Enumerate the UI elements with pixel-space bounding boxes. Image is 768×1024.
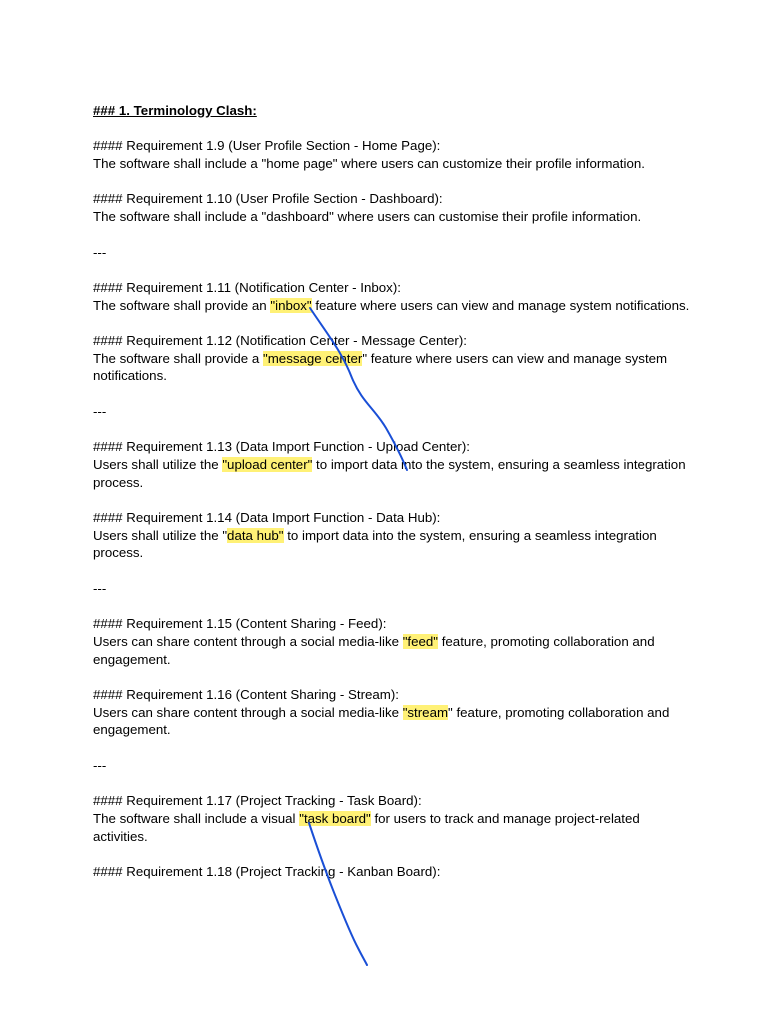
requirement-title: #### Requirement 1.17 (Project Tracking - Task Board): <box>93 793 422 809</box>
requirement-1-12 <box>93 332 693 385</box>
requirement-text <box>93 633 693 668</box>
requirement-title: #### Requirement 1.15 (Content Sharing - Feed): <box>93 616 387 632</box>
separator: --- <box>93 403 107 419</box>
text-segment: The software shall provide an <box>93 297 271 313</box>
requirement-title: #### Requirement 1.11 (Notification Center - Inbox): <box>93 279 401 295</box>
requirement-title: #### Requirement 1.14 (Data Import Function - Data Hub): <box>93 510 441 526</box>
requirement-text <box>93 297 693 315</box>
separator: --- <box>93 580 107 596</box>
text-segment: to import data into the system, ensuring a seamless integration process. <box>93 456 686 490</box>
requirement-1-15 <box>93 615 693 668</box>
requirement-title: #### Requirement 1.16 (Content Sharing - Stream): <box>93 687 399 703</box>
requirement-1-18 <box>93 863 693 881</box>
requirement-1-13 <box>93 438 693 491</box>
requirement-title: #### Requirement 1.9 (User Profile Section - Home Page): <box>93 138 441 154</box>
highlighted-term: "upload center" <box>222 456 313 472</box>
text-segment: Users shall utilize the <box>93 456 223 472</box>
text-segment: " feature where users can view and manage system notifications. <box>93 350 668 384</box>
requirement-1-14 <box>93 509 693 562</box>
requirement-title: #### Requirement 1.12 (Notification Center - Message Center): <box>93 333 467 349</box>
requirement-title: #### Requirement 1.18 (Project Tracking - Kanban Board): <box>93 864 441 880</box>
requirement-text <box>93 350 693 385</box>
highlighted-term: "feed" <box>402 633 439 649</box>
separator: --- <box>93 244 107 260</box>
requirement-1-9 <box>93 137 693 172</box>
requirement-1-16 <box>93 686 693 739</box>
document-body <box>93 102 693 898</box>
text-segment: to import data into the system, ensuring a seamless integration process. <box>93 527 657 561</box>
text-segment: Users can share content through a social media-like <box>93 633 403 649</box>
requirement-text: The software shall include a "home page" where users can customize their profile information. <box>93 156 645 172</box>
requirement-1-10 <box>93 190 693 225</box>
text-segment: Users shall utilize the " <box>93 527 228 543</box>
text-segment: " feature, promoting collaboration and engagement. <box>93 704 670 738</box>
highlighted-term: data hub" <box>227 527 284 543</box>
highlighted-term: "inbox" <box>270 297 312 313</box>
requirement-title: #### Requirement 1.10 (User Profile Section - Dashboard): <box>93 191 443 207</box>
requirement-text <box>93 527 693 562</box>
requirement-1-17 <box>93 792 693 845</box>
text-segment: for users to track and manage project-related activities. <box>93 810 640 844</box>
separator: --- <box>93 757 107 773</box>
text-segment: The software shall include a visual <box>93 810 300 826</box>
requirement-text <box>93 704 693 739</box>
highlighted-term: "stream <box>402 704 449 720</box>
text-segment: Users can share content through a social media-like <box>93 704 403 720</box>
requirement-title: #### Requirement 1.13 (Data Import Function - Upload Center): <box>93 439 470 455</box>
highlighted-term: "message center <box>263 350 363 366</box>
requirement-text: The software shall include a "dashboard" where users can customise their profile information. <box>93 209 642 225</box>
highlighted-term: "task board" <box>299 810 371 826</box>
requirement-text <box>93 456 693 491</box>
text-segment: feature where users can view and manage system notifications. <box>311 297 690 313</box>
requirement-text <box>93 810 693 845</box>
requirement-1-11 <box>93 279 693 314</box>
text-segment: The software shall provide a <box>93 350 263 366</box>
section-heading: ### 1. Terminology Clash: <box>93 103 257 118</box>
text-segment: feature, promoting collaboration and engagement. <box>93 633 655 667</box>
